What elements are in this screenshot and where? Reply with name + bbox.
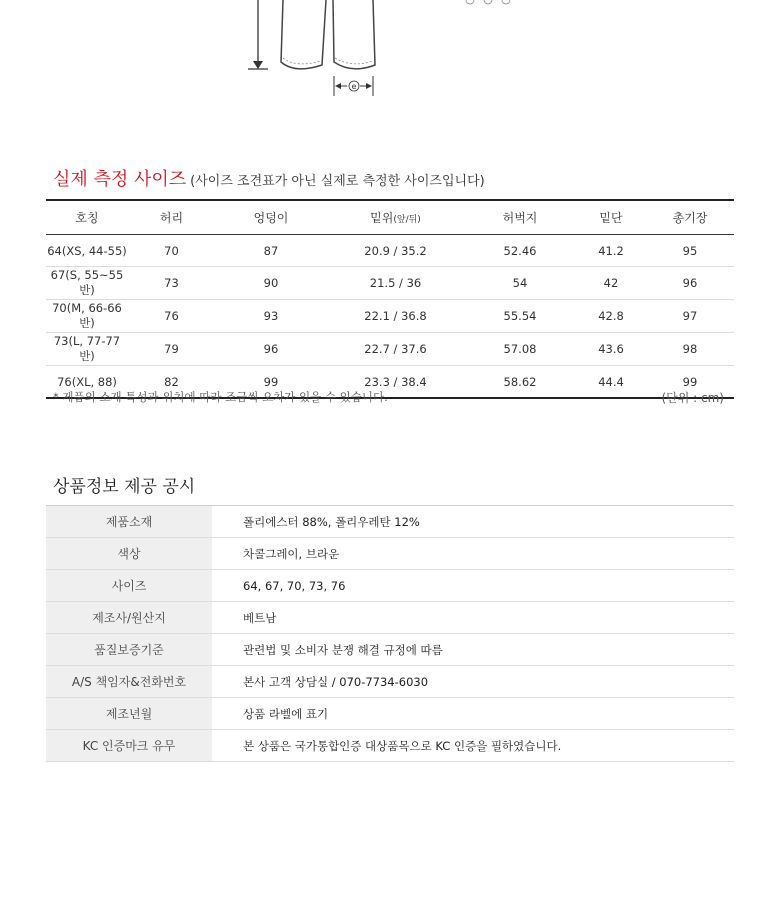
info-row: [46, 698, 734, 730]
info-label: KC 인증마크 유무: [46, 730, 212, 762]
cell-thigh: 52.46: [464, 235, 576, 267]
cell-thigh: 57.08: [464, 333, 576, 366]
right-pant-leg: [333, 0, 375, 69]
unit-label: (단위 : cm): [661, 391, 724, 405]
cell-rise: 23.3 / 38.4: [327, 366, 464, 399]
info-row: [46, 506, 734, 538]
info-value: 64, 67, 70, 73, 76: [212, 570, 734, 602]
info-value: 본 상품은 국가통합인증 대상품목으로 KC 인증을 필하였습니다.: [212, 730, 734, 762]
cell-rise: 22.7 / 37.6: [327, 333, 464, 366]
left-pant-leg: [281, 0, 326, 69]
table-row: [46, 235, 734, 267]
header-hem: 밑단: [576, 200, 646, 235]
info-value: 차콜그레이, 브라운: [212, 538, 734, 570]
info-label: 제조사/원산지: [46, 602, 212, 634]
cell-thigh: 54: [464, 267, 576, 300]
cell-hip: 90: [215, 267, 327, 300]
size-section-heading: [53, 165, 485, 191]
cell-hem: 42.8: [576, 300, 646, 333]
header-waist: 허리: [128, 200, 215, 235]
header-rise: [327, 200, 464, 235]
cell-size: 64(XS, 44-55): [46, 235, 128, 267]
cell-length: 97: [646, 300, 734, 333]
cropped-marker-1: [466, 0, 474, 4]
cell-size: 70(M, 66-66반): [46, 300, 128, 333]
cell-size: 73(L, 77-77반): [46, 333, 128, 366]
cell-hem: 41.2: [576, 235, 646, 267]
info-row: [46, 602, 734, 634]
cell-thigh: 55.54: [464, 300, 576, 333]
size-section-subtitle: (사이즈 조견표가 아닌 실제로 측정한 사이즈입니다): [190, 174, 485, 189]
cell-hip: 87: [215, 235, 327, 267]
size-section-title: 실제 측정 사이즈: [53, 169, 187, 190]
cell-length: 98: [646, 333, 734, 366]
length-arrowhead: [253, 61, 263, 69]
cell-rise: 21.5 / 36: [327, 267, 464, 300]
info-label: 제조년월: [46, 698, 212, 730]
cell-waist: 79: [128, 333, 215, 366]
cell-thigh: 58.62: [464, 366, 576, 399]
info-label: 색상: [46, 538, 212, 570]
cell-rise: 22.1 / 36.8: [327, 300, 464, 333]
info-value: 폴리에스터 88%, 폴리우레탄 12%: [212, 506, 734, 538]
cell-rise: 20.9 / 35.2: [327, 235, 464, 267]
info-value: 상품 라벨에 표기: [212, 698, 734, 730]
cell-size: 67(S, 55~55반): [46, 267, 128, 300]
info-label: 제품소재: [46, 506, 212, 538]
cropped-marker-2: [484, 0, 492, 4]
info-section-title: 상품정보 제공 공시: [53, 477, 196, 497]
header-rise-sub: (앞/뒤): [393, 215, 421, 225]
info-label: A/S 책임자&전화번호: [46, 666, 212, 698]
info-value: 베트남: [212, 602, 734, 634]
header-length: 총기장: [646, 200, 734, 235]
cell-length: 96: [646, 267, 734, 300]
cell-hem: 42: [576, 267, 646, 300]
table-row: [46, 300, 734, 333]
cell-length: 99: [646, 366, 734, 399]
hem-arrow-left: [335, 83, 341, 89]
info-value: 본사 고객 상담실 / 070-7734-6030: [212, 666, 734, 698]
cropped-marker-3: [502, 0, 510, 4]
info-label: 사이즈: [46, 570, 212, 602]
info-row: [46, 538, 734, 570]
cell-waist: 70: [128, 235, 215, 267]
cell-size: 76(XL, 88): [46, 366, 128, 399]
right-hem-stitch: [335, 58, 373, 64]
header-thigh: 허벅지: [464, 200, 576, 235]
cell-waist: 82: [128, 366, 215, 399]
size-table-header-row: [46, 200, 734, 235]
info-row: [46, 730, 734, 762]
size-table: [46, 199, 734, 399]
info-row: [46, 666, 734, 698]
product-info-table: [46, 505, 734, 762]
info-row: [46, 634, 734, 666]
header-hip: 엉덩이: [215, 200, 327, 235]
info-value: 관련법 및 소비자 분쟁 해결 규정에 따름: [212, 634, 734, 666]
cell-waist: 76: [128, 300, 215, 333]
table-row: [46, 267, 734, 300]
cell-hip: 93: [215, 300, 327, 333]
table-row: [46, 333, 734, 366]
info-row: [46, 570, 734, 602]
header-size-name: 호칭: [46, 200, 128, 235]
cell-hip: 99: [215, 366, 327, 399]
info-label: 품질보증기준: [46, 634, 212, 666]
cell-waist: 73: [128, 267, 215, 300]
left-hem-stitch: [283, 58, 321, 64]
cell-hem: 44.4: [576, 366, 646, 399]
header-rise-label: 밑위: [370, 211, 394, 225]
hem-arrow-right: [366, 83, 372, 89]
pants-measurement-diagram: [0, 0, 780, 110]
cell-hip: 96: [215, 333, 327, 366]
cell-length: 95: [646, 235, 734, 267]
measurement-note: * 제품의 소재 특성과 위치에 따라 조금씩 오차가 있을 수 있습니다.: [53, 390, 388, 404]
hem-marker-letter: e: [351, 82, 357, 91]
cell-hem: 43.6: [576, 333, 646, 366]
